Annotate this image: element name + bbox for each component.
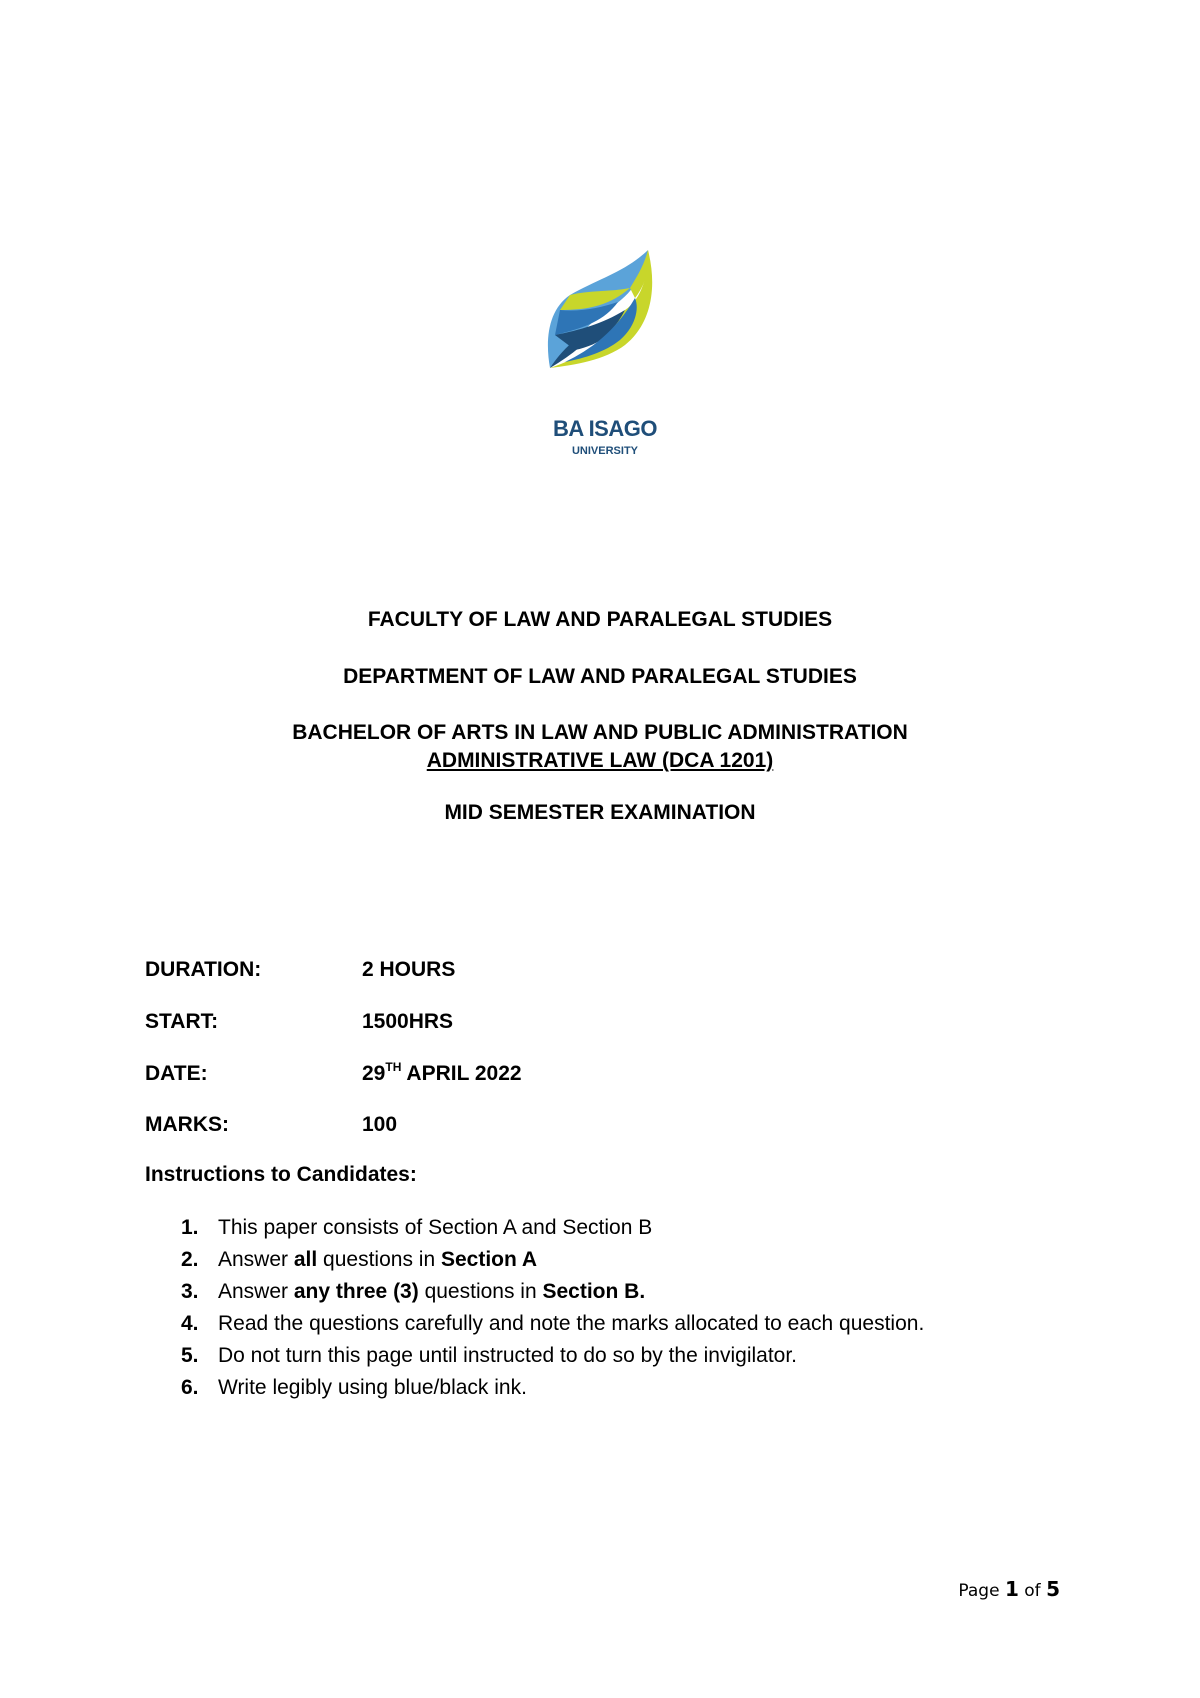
instruction-fragment: Read the questions carefully and note the marks allocated to each question. <box>218 1312 925 1335</box>
faculty-heading: FACULTY OF LAW AND PARALEGAL STUDIES <box>367 608 833 631</box>
department-heading: DEPARTMENT OF LAW AND PARALEGAL STUDIES <box>343 665 857 688</box>
date-value <box>362 1062 522 1086</box>
page-number <box>958 1577 1060 1601</box>
instruction-text <box>218 1312 924 1336</box>
start-value: 1500HRS <box>362 1010 454 1033</box>
page-current: 1 <box>1004 1577 1019 1601</box>
page-word: Page <box>958 1581 1000 1601</box>
course-title: ADMINISTRATIVE LAW (DCA 1201) <box>426 749 774 772</box>
marks-label: MARKS: <box>145 1113 229 1136</box>
instruction-item <box>145 1344 1045 1376</box>
instruction-item <box>145 1376 1045 1408</box>
page-total: 5 <box>1046 1577 1060 1601</box>
instruction-fragment: Answer <box>218 1248 294 1271</box>
marks-value: 100 <box>362 1113 398 1136</box>
instruction-item <box>145 1216 1045 1248</box>
duration-value: 2 HOURS <box>362 958 456 981</box>
date-label: DATE: <box>145 1062 208 1085</box>
university-logo <box>530 250 680 465</box>
instruction-emphasis: any three (3) <box>293 1280 419 1303</box>
instruction-emphasis: Section B. <box>542 1280 646 1303</box>
instruction-fragment: Answer <box>218 1280 294 1303</box>
instruction-fragment: questions in <box>317 1248 441 1271</box>
instructions-title: Instructions to Candidates: <box>145 1163 417 1186</box>
course-heading <box>0 749 1200 773</box>
instruction-fragment: questions in <box>418 1280 543 1303</box>
logo-subtitle: UNIVERSITY <box>571 445 638 457</box>
instruction-text <box>218 1376 527 1400</box>
instruction-fragment: This paper consists of Section A and Section B <box>218 1216 653 1239</box>
instruction-item <box>145 1248 1045 1280</box>
date-rest: APRIL 2022 <box>401 1062 522 1085</box>
instruction-number: 2. <box>181 1248 199 1271</box>
instruction-number: 5. <box>181 1344 199 1367</box>
leaf-logo-icon <box>530 250 680 410</box>
instruction-text <box>218 1280 645 1304</box>
programme-heading: BACHELOR OF ARTS IN LAW AND PUBLIC ADMINISTRATION <box>292 721 908 744</box>
exam-heading: MID SEMESTER EXAMINATION <box>444 801 756 824</box>
date-day: 29 <box>362 1062 386 1085</box>
instruction-item <box>145 1280 1045 1312</box>
of-word: of <box>1024 1581 1041 1601</box>
instruction-text <box>218 1248 537 1272</box>
instruction-fragment: Write legibly using blue/black ink. <box>218 1376 527 1399</box>
instruction-number: 6. <box>181 1376 199 1399</box>
start-label: START: <box>145 1010 219 1033</box>
instructions-list <box>145 1216 1045 1408</box>
instruction-number: 1. <box>181 1216 199 1239</box>
instruction-text <box>218 1344 797 1368</box>
duration-label: DURATION: <box>145 958 262 981</box>
instruction-emphasis: Section A <box>440 1248 538 1271</box>
instruction-number: 3. <box>181 1280 199 1303</box>
instruction-number: 4. <box>181 1312 199 1335</box>
instruction-fragment: Do not turn this page until instructed to do so by the invigilator. <box>218 1344 798 1367</box>
instruction-text <box>218 1216 652 1240</box>
logo-name: BA ISAGO <box>553 416 657 441</box>
instruction-item <box>145 1312 1045 1344</box>
date-suffix: TH <box>385 1060 402 1074</box>
instruction-emphasis: all <box>293 1248 318 1271</box>
